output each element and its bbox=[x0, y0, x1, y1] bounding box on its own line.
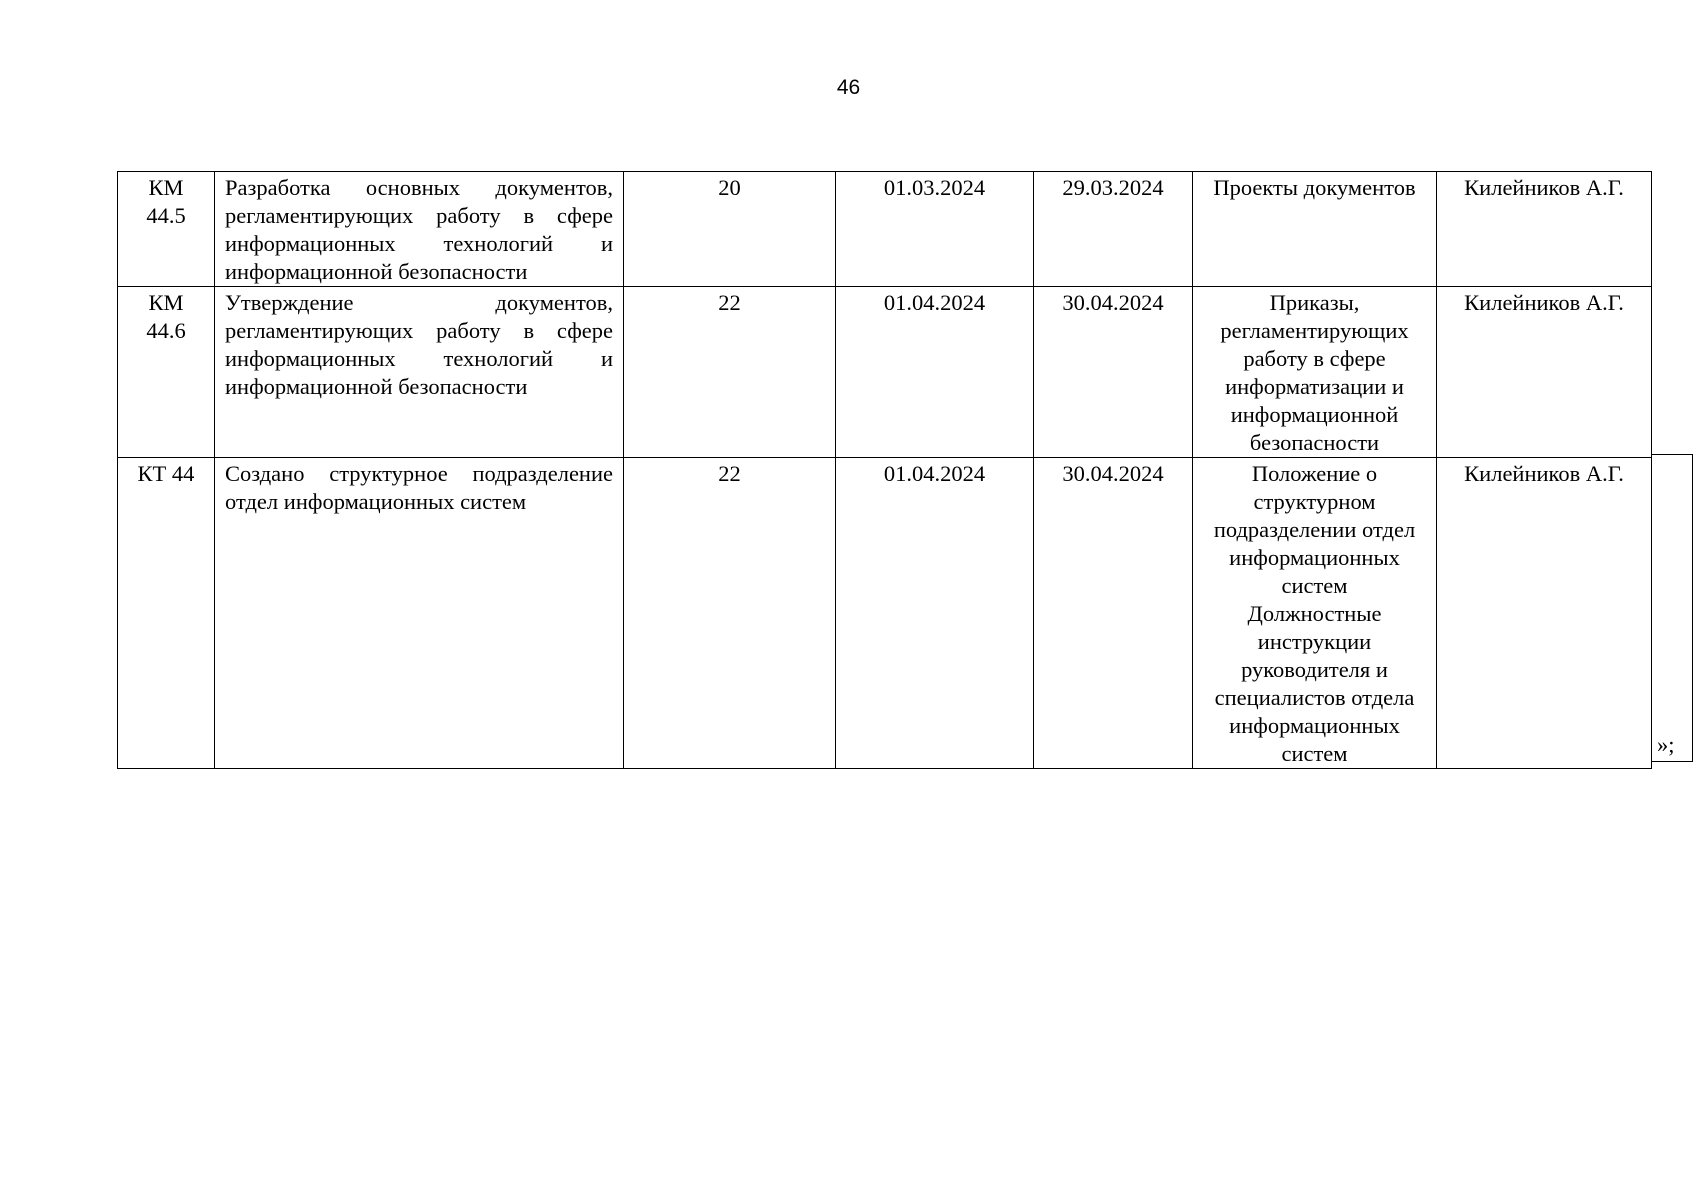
row-name-line: Разработка основных документов, bbox=[225, 175, 613, 200]
row-result-line: подразделении отдел bbox=[1213, 517, 1416, 542]
page-number: 46 bbox=[836, 76, 861, 99]
row-end-date: 29.03.2024 bbox=[1034, 172, 1193, 287]
row-code: КМ bbox=[148, 290, 184, 315]
row-responsible: Килейников А.Г. bbox=[1437, 172, 1652, 287]
row-start-date: 01.03.2024 bbox=[836, 172, 1034, 287]
row-name-line: регламентирующих работу в сфере bbox=[225, 203, 613, 228]
row-name-cell bbox=[215, 172, 624, 287]
row-number: 22 bbox=[624, 287, 836, 458]
row-result-line: информационных bbox=[1229, 713, 1400, 738]
row-start-date: 01.04.2024 bbox=[836, 287, 1034, 458]
row-result-line: систем bbox=[1281, 741, 1348, 766]
row-responsible: Килейников А.Г. bbox=[1437, 287, 1652, 458]
row-number: 22 bbox=[624, 458, 836, 769]
row-result-line: Приказы, bbox=[1269, 290, 1360, 315]
row-result-line: безопасности bbox=[1249, 430, 1380, 455]
row-result-line: регламентирующих bbox=[1220, 318, 1409, 343]
row-code: КТ 44 bbox=[137, 461, 195, 486]
table-row bbox=[118, 287, 1652, 458]
row-result-line: Проекты документов bbox=[1213, 175, 1416, 200]
row-name-line: информационной безопасности bbox=[225, 259, 528, 284]
row-name-line: информационной безопасности bbox=[225, 374, 528, 399]
row-responsible: Килейников А.Г. bbox=[1437, 458, 1652, 769]
row-result-line: работу в сфере bbox=[1243, 346, 1386, 371]
table-row bbox=[118, 172, 1652, 287]
closing-quote-cell bbox=[1651, 454, 1693, 762]
plan-table bbox=[117, 171, 1652, 769]
row-result-line: Должностные bbox=[1247, 601, 1382, 626]
row-name-cell bbox=[215, 287, 624, 458]
row-result-line: инструкции bbox=[1257, 629, 1372, 654]
row-code-cell bbox=[118, 172, 215, 287]
row-end-date: 30.04.2024 bbox=[1034, 287, 1193, 458]
row-result-line: информационных bbox=[1229, 545, 1400, 570]
row-result-line: систем bbox=[1281, 573, 1348, 598]
table-row bbox=[118, 458, 1652, 769]
row-name-line: отдел информационных систем bbox=[225, 489, 527, 514]
row-result-line: Положение о bbox=[1251, 461, 1378, 486]
row-name-line: Создано структурное подразделение bbox=[225, 461, 613, 486]
row-number: 20 bbox=[624, 172, 836, 287]
row-result-line: специалистов отдела bbox=[1214, 685, 1415, 710]
row-end-date: 30.04.2024 bbox=[1034, 458, 1193, 769]
row-name-cell bbox=[215, 458, 624, 769]
row-result-cell bbox=[1193, 287, 1437, 458]
row-code-cell bbox=[118, 458, 215, 769]
row-result-line: структурном bbox=[1253, 489, 1376, 514]
row-name-line: регламентирующих работу в сфере bbox=[225, 318, 613, 343]
row-name-line: информационных технологий и bbox=[225, 231, 613, 256]
row-code: 44.5 bbox=[146, 203, 186, 228]
row-code: КМ bbox=[148, 175, 184, 200]
closing-quote: »; bbox=[1657, 732, 1675, 757]
row-code: 44.6 bbox=[146, 318, 186, 343]
row-name-line: информационных технологий и bbox=[225, 346, 613, 371]
row-name-line: Утверждение документов, bbox=[225, 290, 613, 315]
row-start-date: 01.04.2024 bbox=[836, 458, 1034, 769]
row-result-line: руководителя и bbox=[1241, 657, 1388, 682]
row-result-cell bbox=[1193, 172, 1437, 287]
row-result-line: информатизации и bbox=[1225, 374, 1404, 399]
row-result-cell bbox=[1193, 458, 1437, 769]
row-code-cell bbox=[118, 287, 215, 458]
row-result-line: информационной bbox=[1230, 402, 1399, 427]
